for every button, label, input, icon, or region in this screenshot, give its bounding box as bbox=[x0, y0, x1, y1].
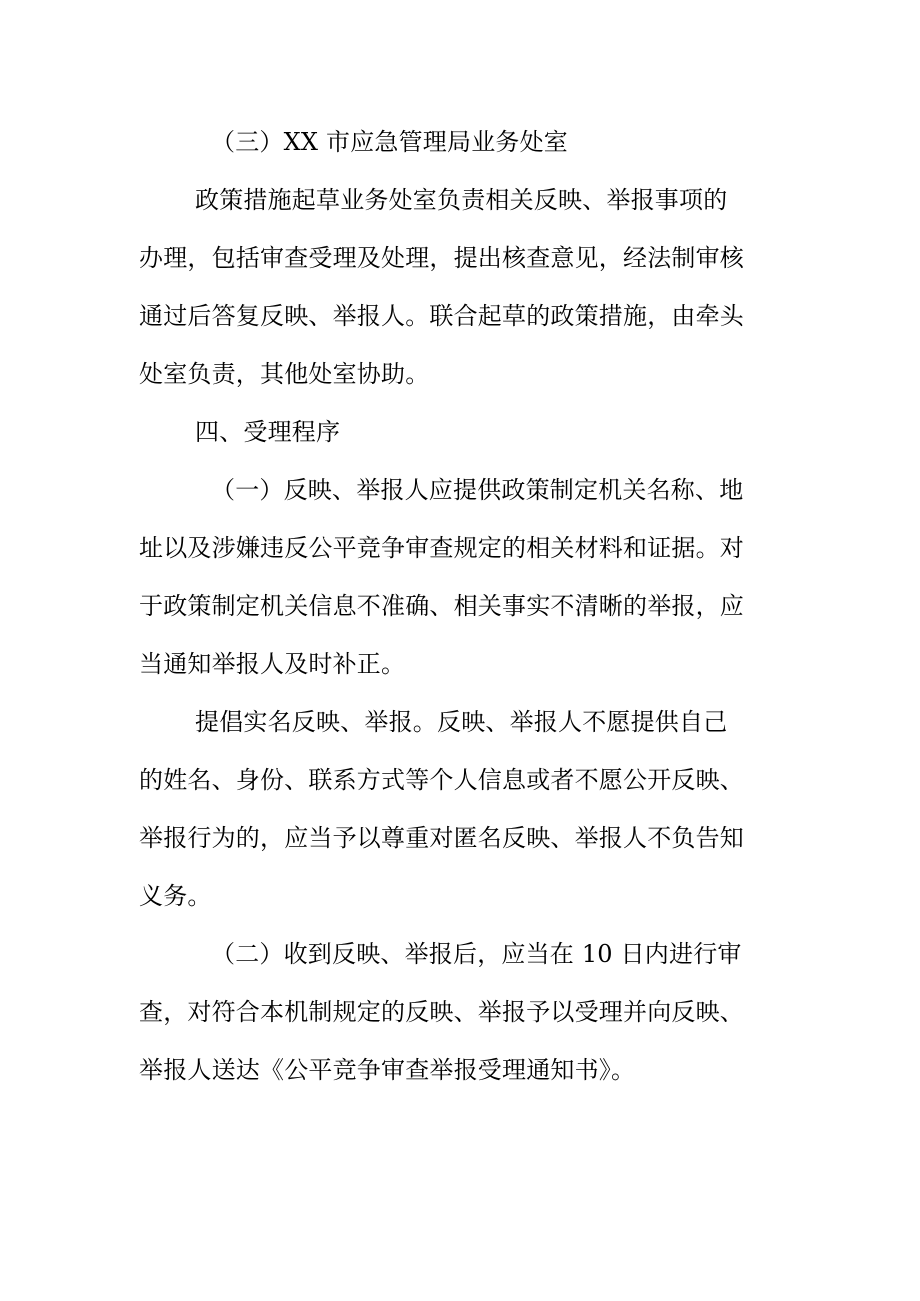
paragraph-line: 举报行为的，应当予以尊重对匿名反映、举报人不负告知 bbox=[139, 824, 744, 852]
paragraph-line: 办理，包括审查受理及处理，提出核查意见，经法制审核 bbox=[139, 244, 744, 272]
paragraph-line: 的姓名、身份、联系方式等个人信息或者不愿公开反映、 bbox=[139, 766, 744, 794]
paragraph-line: （二）收到反映、举报后，应当在 10 日内进行审 bbox=[211, 940, 742, 968]
paragraph-line: （一）反映、举报人应提供政策制定机关名称、地 bbox=[211, 476, 744, 504]
paragraph-line: 举报人送达《公平竞争审查举报受理通知书》。 bbox=[139, 1056, 636, 1084]
chapter-heading: 四、受理程序 bbox=[195, 418, 341, 446]
paragraph-line: 政策措施起草业务处室负责相关反映、举报事项的 bbox=[195, 186, 728, 214]
paragraph-line: 于政策制定机关信息不准确、相关事实不清晰的举报，应 bbox=[139, 592, 744, 620]
document-body bbox=[139, 113, 789, 1099]
paragraph-line: 通过后答复反映、举报人。联合起草的政策措施，由牵头 bbox=[139, 302, 744, 330]
section-heading-3: （三）XX 市应急管理局业务处室 bbox=[211, 128, 568, 156]
paragraph-line: 当通知举报人及时补正。 bbox=[139, 650, 406, 678]
paragraph-line: 义务。 bbox=[139, 882, 212, 910]
paragraph-line: 查，对符合本机制规定的反映、举报予以受理并向反映、 bbox=[139, 998, 744, 1026]
paragraph-line: 提倡实名反映、举报。反映、举报人不愿提供自己 bbox=[195, 708, 728, 736]
paragraph-line: 址以及涉嫌违反公平竞争审查规定的相关材料和证据。对 bbox=[139, 534, 744, 562]
paragraph-line: 处室负责，其他处室协助。 bbox=[139, 360, 430, 388]
